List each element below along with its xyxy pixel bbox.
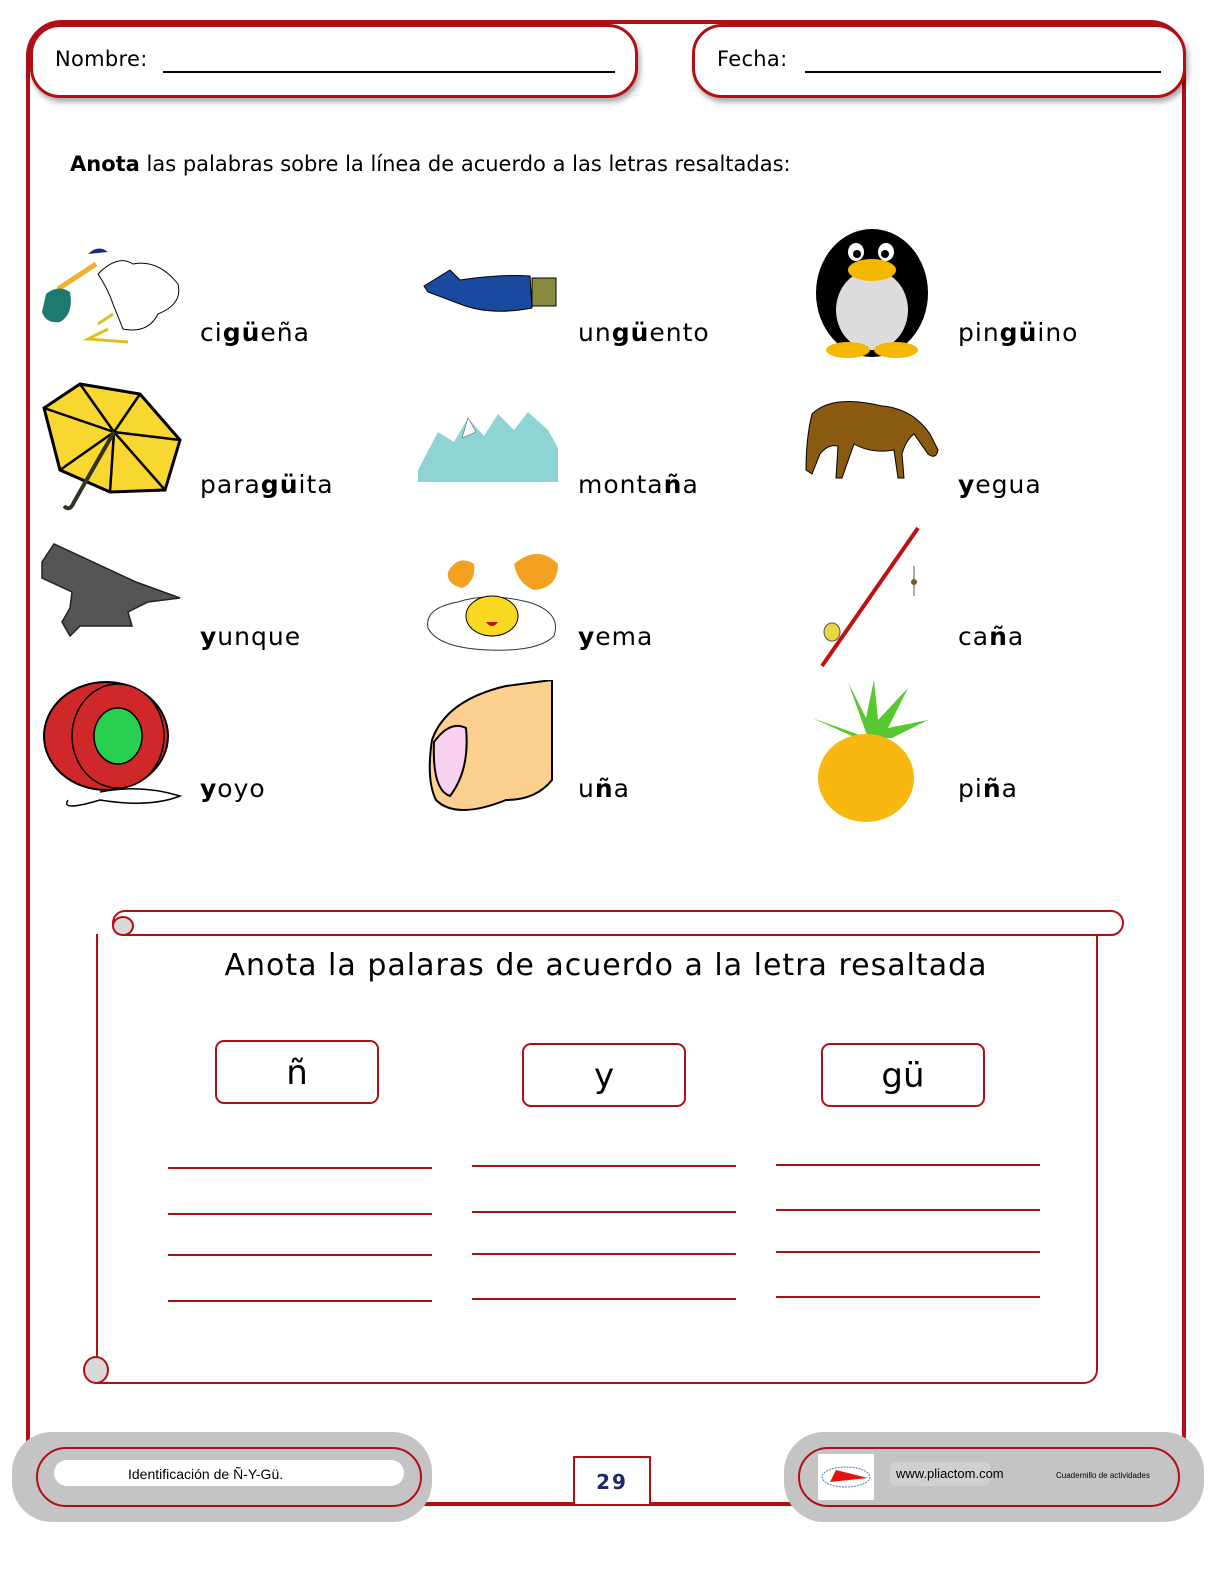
word-cana: caña: [958, 622, 1025, 651]
name-field[interactable]: [163, 71, 615, 73]
letter-box-gu: gü: [821, 1043, 985, 1107]
answer-line-y-2[interactable]: [472, 1211, 736, 1213]
umbrella-icon: [40, 380, 184, 514]
answer-line-n-2[interactable]: [168, 1213, 432, 1215]
footer-right-pill: [784, 1432, 1204, 1522]
date-label: Fecha:: [717, 47, 788, 71]
word-yoyo: yoyo: [200, 774, 266, 803]
word-unguento: ungüento: [578, 318, 710, 347]
instruction-text: [70, 152, 791, 176]
footer-website[interactable]: www.pliactom.com: [896, 1466, 1004, 1481]
anvil-icon: [40, 542, 184, 638]
footer-left-pill: [12, 1432, 432, 1522]
answer-line-y-1[interactable]: [472, 1165, 736, 1167]
instruction-rest: las palabras sobre la línea de acuerdo a las letras resaltadas:: [139, 152, 791, 176]
yoyo-icon: [40, 680, 190, 822]
egg-yolk-icon: [418, 544, 564, 654]
answer-line-gu-3[interactable]: [776, 1251, 1040, 1253]
instruction-bold: Anota: [70, 152, 140, 176]
answer-line-y-3[interactable]: [472, 1253, 736, 1255]
answer-line-y-4[interactable]: [472, 1298, 736, 1300]
word-yema: yema: [578, 622, 654, 651]
word-montana: montaña: [578, 470, 699, 499]
pineapple-icon: [808, 678, 930, 822]
word-pina: piña: [958, 774, 1018, 803]
scroll-curl-top: [112, 916, 134, 936]
word-yegua: yegua: [958, 470, 1042, 499]
fishing-rod-icon: [818, 526, 922, 670]
date-field[interactable]: [805, 71, 1161, 73]
mountains-icon: [418, 408, 560, 482]
word-ciguena: cigüeña: [200, 318, 310, 347]
word-paraguita: paragüita: [200, 470, 334, 499]
date-box: [692, 24, 1186, 98]
stork-icon: [38, 244, 182, 346]
answer-line-n-1[interactable]: [168, 1167, 432, 1169]
logo-bg: [818, 1454, 874, 1500]
letter-box-y: y: [522, 1043, 686, 1107]
footer-topic: Identificación de Ñ-Y-Gü.: [128, 1466, 284, 1482]
answer-line-n-3[interactable]: [168, 1254, 432, 1256]
name-label: Nombre:: [55, 47, 148, 71]
answer-line-n-4[interactable]: [168, 1300, 432, 1302]
ointment-tube-icon: [420, 266, 560, 316]
horse-icon: [802, 394, 942, 484]
scroll-top-roll: [112, 910, 1124, 936]
answer-line-gu-1[interactable]: [776, 1164, 1040, 1166]
word-yunque: yunque: [200, 622, 302, 651]
scroll-curl-bottom: [83, 1356, 109, 1384]
penguin-icon: [812, 218, 932, 360]
fingernail-icon: [426, 680, 554, 822]
word-pinguino: pingüino: [958, 318, 1079, 347]
page-number: 29: [573, 1456, 651, 1504]
scroll-panel: [96, 934, 1098, 1384]
pennant-logo-icon: [818, 1454, 874, 1500]
footer-booklet: Cuadernillo de actividades: [1056, 1471, 1150, 1480]
letter-box-n: ñ: [215, 1040, 379, 1104]
answer-line-gu-2[interactable]: [776, 1209, 1040, 1211]
word-una: uña: [578, 774, 630, 803]
name-box: [30, 24, 638, 98]
scroll-title: Anota la palaras de acuerdo a la letra resaltada: [224, 948, 988, 983]
answer-line-gu-4[interactable]: [776, 1296, 1040, 1298]
